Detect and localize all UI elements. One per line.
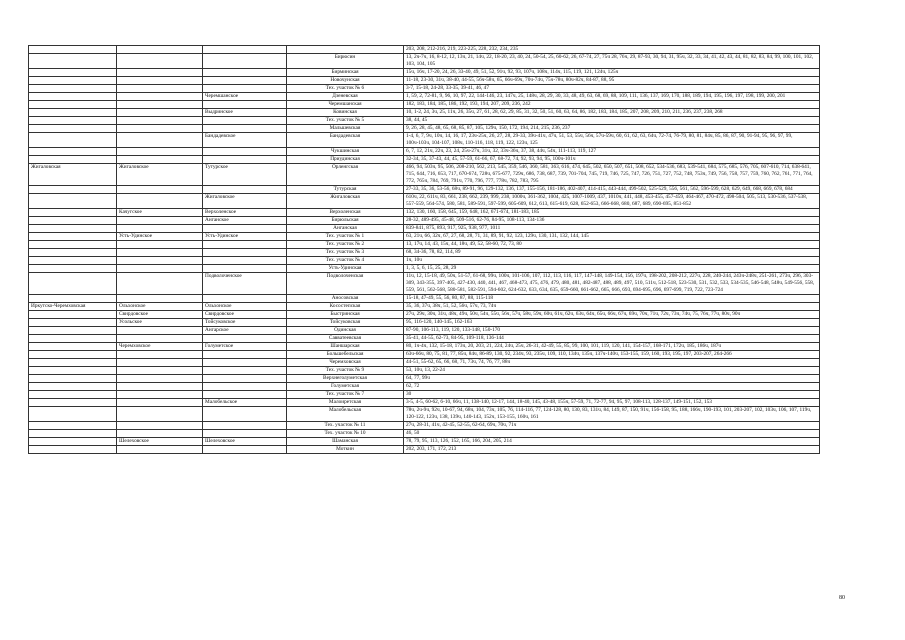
region-cell [29, 257, 117, 265]
forestry-cell [117, 194, 203, 209]
district-forestry-cell [203, 359, 287, 367]
region-cell: Иркутско-Черемховская [29, 303, 117, 311]
forestry-cell [117, 77, 203, 85]
quarters-cell: 132, 130, 160, 158, 645, 159, 648, 162, 671-674, 181-183, 185 [404, 209, 820, 217]
forestry-cell: Жигаловское [117, 164, 203, 186]
quarters-cell: 9, 26, 28, 45, 48, 65, 68, 85, 87, 105, 129ч, 150, 172, 194, 214, 215, 236, 237 [404, 125, 820, 133]
forestry-cell [117, 399, 203, 407]
table-row [29, 93, 820, 101]
quarters-cell: 182, 183, 184, 185, 186, 192, 193, 194, 207, 209, 236, 242 [404, 101, 820, 109]
tract-cell: Верхоленская [287, 209, 404, 217]
forestry-cell [117, 422, 203, 430]
region-cell [29, 101, 117, 109]
tract-cell: Шаманская [287, 438, 404, 446]
quarters-cell: 44-51, 55-62, 65, 66, 68, 71, 73ч, 74, 76, 77, 88ч [404, 359, 820, 367]
forestry-cell [117, 430, 203, 438]
tract-cell: Жигаловская [287, 194, 404, 209]
district-forestry-cell [203, 85, 287, 93]
tract-cell: Малобельская [287, 407, 404, 422]
district-forestry-cell [203, 186, 287, 194]
forestry-cell: Шелеховское [117, 438, 203, 446]
quarters-cell: 27ч, 28-31, 41ч, 42-45, 52-55, 62-64, 69ч, 70ч, 71ч [404, 422, 820, 430]
table-row [29, 194, 820, 209]
forestry-cell [117, 133, 203, 148]
quarters-cell: 466, 94, 503ч, 95, 506, 208-210, 562, 213, 545, 359, 546, 360, 581, 363, 616, 474, 645, 502, 650, 507, 651, 508, 652, 534-536, 683, 539-541, 684, 575, 685, 576, 705, 607-610, 714, 638-641, 715, 644, 716, 653, 717, 670-674, 728ч, 675-677, 729ч, 686, 738, 687, 739, 701-704, 745, 719, 746, 725, 747, 726, 751, 727, 752, 748, 753ч, 749, 756, 758, 757, 759, 760, 762, 761, 771, 764, 772, 765ч, 784, 769, 791ч, 770, 796, 777, 778ч, 782, 783, 795 [404, 164, 820, 186]
quarters-cell: 32-34, 35, 37-43, 44, 45, 57-59, 61-66, 67, 68-72, 74, 92, 93, 94, 95, 100ч-101ч [404, 156, 820, 164]
quarters-cell: 35-41, 44-55, 62-73, 84-95, 109-118, 136-144 [404, 335, 820, 343]
table-row [29, 367, 820, 375]
forestry-cell: Качугское [117, 209, 203, 217]
forestry-cell [117, 391, 203, 399]
quarters-cell: 1ч, 10ч [404, 257, 820, 265]
tract-cell: Бирюльская [287, 217, 404, 225]
region-cell [29, 186, 117, 194]
district-forestry-cell: Тойсуковское [203, 319, 287, 327]
district-forestry-cell: Тутурское [203, 164, 287, 186]
quarters-cell: 1-4, 6, 7, 9ч, 10ч, 14, 16, 17, 23ч-25ч, 26, 27, 28, 29-33, 39ч-41ч, 47ч, 51, 53, 55ч, 56ч, 57ч-59ч, 60, 61, 62, 63, 64ч, 72-74, 76-79, 80, 81, 84ч, 85, 86, 87, 90, 91-94, 95, 96, 97, 99, 100ч-103ч, 104-107, 108ч, 110-116, 118, 119, 122, 123ч, 125 [404, 133, 820, 148]
region-cell [29, 225, 117, 233]
forestry-cell: Усть-Удинское [117, 233, 203, 241]
table-row [29, 241, 820, 249]
tract-cell: Дзеневская [287, 93, 404, 101]
tract-cell: Тех. участок № 11 [287, 422, 404, 430]
region-cell [29, 93, 117, 101]
region-cell [29, 319, 117, 327]
table-row [29, 164, 820, 186]
region-cell [29, 295, 117, 303]
forestry-cell [117, 257, 203, 265]
page-number: 80 [839, 595, 845, 601]
forestry-cell [117, 125, 203, 133]
quarters-cell: 10, 1-2, 24, 3ч, 25, 11ч, 26, 35ч, 27, 61, 28, 62, 29, 85, 31, 32, 50, 51, 60, 63, 64, 86, 182, 183, 184, 185, 207, 208, 209, 210, 211, 236, 237, 238, 268 [404, 109, 820, 117]
table-row [29, 303, 820, 311]
forestry-cell [117, 375, 203, 383]
tract-cell: Тутурская [287, 186, 404, 194]
forestry-cell [117, 109, 203, 117]
region-cell [29, 194, 117, 209]
table-row [29, 186, 820, 194]
tract-cell: Усть-Удинская [287, 265, 404, 273]
table-row [29, 85, 820, 93]
region-cell [29, 430, 117, 438]
quarters-cell: 28-32, 489-495, 45-48, 509-516, 62-76, 84-95, 108-113, 134-136 [404, 217, 820, 225]
tract-cell: Тех. участок № 4 [287, 257, 404, 265]
quarters-cell: 62, 72 [404, 383, 820, 391]
forestry-cell [117, 383, 203, 391]
quarters-cell: 839-841, 875, 893, 917, 925, 938, 977, 1011 [404, 225, 820, 233]
forestry-cell [117, 156, 203, 164]
quarters-cell: 53, 10ч, 13, 22-24 [404, 367, 820, 375]
region-cell [29, 367, 117, 375]
forestry-cell [117, 186, 203, 194]
region-cell [29, 77, 117, 85]
district-forestry-cell [203, 295, 287, 303]
region-cell [29, 407, 117, 422]
quarters-cell: 1, 59, 2, 72-81, 9, 96, 10, 97, 22, 144-146, 23, 147ч, 25, 148ч, 28, 29, 30, 33, 48, 49, 63, 68, 69, 88, 109, 111, 136, 137, 169, 170, 188, 189, 194, 195, 196, 197, 198, 199, 200, 201 [404, 93, 820, 101]
forestry-cell [117, 148, 203, 156]
forestry-cell [117, 446, 203, 454]
region-cell [29, 69, 117, 77]
table-row [29, 430, 820, 438]
tract-cell: Черемшанская [287, 101, 404, 109]
district-forestry-cell [203, 69, 287, 77]
district-forestry-cell [203, 391, 287, 399]
table-row [29, 327, 820, 335]
quarters-cell: 63ч-66ч, 80, 75, 81, 77, 85ч, 84ч, 86-89, 130, 92, 234ч, 93, 235ч, 109, 110, 134ч, 135ч, 137ч-140ч, 153-155, 159, 160, 193, 195, 197, 203-207, 264-266 [404, 351, 820, 359]
district-forestry-cell [203, 54, 287, 69]
tract-cell: Подволоченская [287, 273, 404, 295]
table-row [29, 117, 820, 125]
tract-cell: Анганская [287, 225, 404, 233]
table-row [29, 225, 820, 233]
quarters-cell: 11ч, 12, 15-18, 49, 50ч, 51-57, 61-68, 99ч, 100ч, 101-106, 107, 112, 113, 116, 117, 147-148, 149-154, 156, 197ч, 198-202, 208-212, 227ч, 228, 240-244, 243ч-248ч, 251-261, 273ч, 296, 303-309, 343-355, 397-405, 427-430, 440, 441, 467, 468-473, 475, 476, 479, 480, 481, 482-487, 488, 489, 497, 510, 511ч, 512-518, 523-530, 531, 532, 533, 534-535, 546-548, 548ч, 549-556, 558, 559, 561, 562-568, 580-581, 582-591, 594-602, 624-632, 633, 634, 635, 659-660, 661-662, 665, 666, 693, 694-695, 696, 697-699, 719, 722, 723-724 [404, 273, 820, 295]
region-cell [29, 209, 117, 217]
quarters-cell: 64, 77, 99ч [404, 375, 820, 383]
district-forestry-cell [203, 46, 287, 54]
district-forestry-cell [203, 407, 287, 422]
table-row [29, 133, 820, 148]
region-cell [29, 233, 117, 241]
table-row [29, 77, 820, 85]
table-row [29, 209, 820, 217]
district-forestry-cell [203, 101, 287, 109]
district-forestry-cell [203, 375, 287, 383]
forestry-cell [117, 249, 203, 257]
quarters-cell: 27ч, 29ч, 30ч, 31ч, 48ч, 49ч, 50ч, 54ч, 55ч, 56ч, 57ч, 58ч, 59ч, 60ч, 61ч, 62ч, 63ч, 64ч, 65ч, 66ч, 67ч, 69ч, 70ч, 71ч, 72ч, 73ч, 74ч, 75, 76ч, 77ч, 80ч, 90ч [404, 311, 820, 319]
tract-cell: Верхнеголуметская [287, 375, 404, 383]
quarters-cell: 46, 50 [404, 430, 820, 438]
region-cell [29, 217, 117, 225]
table-row [29, 156, 820, 164]
tract-cell: Косостепская [287, 303, 404, 311]
region-cell [29, 249, 117, 257]
quarters-cell: 3-5, 4-5, 60-62, 6-10, 66ч, 11, 138-140, 12-17, 144, 18-40, 145, 43-48, 155ч, 57-59, 71, 72-77, 94, 95, 97, 108-113, 128-137, 149-151, 152, 153 [404, 399, 820, 407]
quarters-cell: 30 [404, 391, 820, 399]
forestry-cell [117, 359, 203, 367]
region-cell [29, 273, 117, 295]
quarters-cell: 610ч, 22, 611ч, 83, 661, 238, 662, 239, 999, 238, 1000ч, 361-362, 1004, 425, 1007-1009, 437, 1010ч, 441, 448, 453-455, 457-459, 464-467, 470-472, 498-504, 505, 513, 530-536, 537-538, 557-559, 564-574, 580, 581, 589-591, 597-599, 605-609, 612, 613, 615-619, 628, 652-653, 666-668, 680, 687, 689, 690-695, 851-852 [404, 194, 820, 209]
district-forestry-cell: Свирдовское [203, 311, 287, 319]
tract-cell: Тех. участок № 7 [287, 391, 404, 399]
quarters-cell: 38, 44, 45 [404, 117, 820, 125]
region-cell [29, 422, 117, 430]
region-cell [29, 311, 117, 319]
quarters-cell: 13, 17ч, 14, 43, 15ч, 44, 18ч, 49, 52, 58-60, 72, 73, 80 [404, 241, 820, 249]
tract-cell [287, 46, 404, 54]
table-row [29, 335, 820, 343]
region-cell [29, 359, 117, 367]
quarters-cell: 13, 2ч-7ч, 16, 8-12, 12, 13ч, 21, 14ч, 22, 18-20, 23, 40, 24, 50-54, 25, 60-62, 26, 67-74, 27, 75ч 28, 76ч, 29, 87-93, 30, 94, 31, 95ч, 32, 33, 34, 41, 42, 43, 44, 81, 82, 83, 84, 99, 100, 101, 102, 103, 104, 105 [404, 54, 820, 69]
forestry-cell [117, 85, 203, 93]
quarters-cell: 3-7, 15-18, 24-28, 33-35, 39-41, 46, 47 [404, 85, 820, 93]
region-cell [29, 438, 117, 446]
table-row [29, 249, 820, 257]
district-forestry-cell: Усть-Удинское [203, 233, 287, 241]
district-forestry-cell: Подволоченское [203, 273, 287, 295]
tract-cell: Новочунская [287, 77, 404, 85]
tract-cell: Тех. участок № 6 [287, 85, 404, 93]
quarters-cell: 1, 3, 5, 6, 15, 25, 28, 29 [404, 265, 820, 273]
table-row [29, 383, 820, 391]
forestry-table [28, 45, 819, 454]
district-forestry-cell: Верхоленское [203, 209, 287, 217]
district-forestry-cell: Шелеховское [203, 438, 287, 446]
district-forestry-cell: Анганское [203, 217, 287, 225]
region-cell [29, 46, 117, 54]
tract-cell: Тех. участок № 10 [287, 430, 404, 438]
tract-cell: Бирюсин [287, 54, 404, 69]
region-cell [29, 375, 117, 383]
table-row [29, 319, 820, 327]
forestry-cell [117, 265, 203, 273]
district-forestry-cell [203, 383, 287, 391]
tract-cell: Бирминская [287, 69, 404, 77]
tract-cell: Быстринская [287, 311, 404, 319]
forestry-cell [117, 101, 203, 109]
region-cell [29, 109, 117, 117]
table-row [29, 311, 820, 319]
district-forestry-cell: Бандадевское [203, 133, 287, 148]
forestry-cell [117, 241, 203, 249]
region-cell [29, 156, 117, 164]
region-cell [29, 148, 117, 156]
quarters-cell: 6, 7, 12, 21ч, 22ч, 23, 24, 25ч-27ч, 31ч, 32, 33ч-36ч, 37, 38, 44ч, 54ч, 111-113, 119, 127 [404, 148, 820, 156]
forestry-cell [117, 367, 203, 375]
tract-cell: Черемховская [287, 359, 404, 367]
region-cell [29, 446, 117, 454]
district-forestry-cell: Жигаловское [203, 194, 287, 209]
quarters-cell: 87-90, 106-113, 119, 120, 133-148, 150-170 [404, 327, 820, 335]
table-row [29, 343, 820, 351]
table-row [29, 265, 820, 273]
region-cell [29, 265, 117, 273]
tract-cell: Орленгская [287, 164, 404, 186]
forestry-cell [117, 46, 203, 54]
table-row [29, 101, 820, 109]
quarters-cell: 78, 79, 95, 113, 126, 152, 165, 166, 204, 205, 214 [404, 438, 820, 446]
tract-cell: Одинская [287, 327, 404, 335]
forestry-cell: Усольское [117, 319, 203, 327]
table-row [29, 446, 820, 454]
quarters-cell: 35, 36, 37ч, 38ч, 51, 52, 56ч, 57ч, 73, 74ч [404, 303, 820, 311]
district-forestry-cell [203, 446, 287, 454]
region-cell [29, 391, 117, 399]
district-forestry-cell [203, 156, 287, 164]
table-row [29, 109, 820, 117]
tract-cell: Голуметская [287, 383, 404, 391]
table-row [29, 438, 820, 446]
tract-cell: Большебельская [287, 351, 404, 359]
quarters-cell: 63, 21ч, 66, 32ч, 67, 27, 68, 28, 71, 31, 89, 91, 92, 123, 129ч, 130, 131, 132, 144, 145 [404, 233, 820, 241]
forestry-cell: Черемховское [117, 343, 203, 351]
district-forestry-cell: Малобельское [203, 399, 287, 407]
district-forestry-cell: Выдринское [203, 109, 287, 117]
region-cell [29, 117, 117, 125]
tract-cell: Тех. участок № 1 [287, 233, 404, 241]
tract-cell: Тех. участок № 5 [287, 117, 404, 125]
table-row [29, 399, 820, 407]
forestry-cell [117, 295, 203, 303]
forestry-cell [117, 407, 203, 422]
table-row [29, 407, 820, 422]
region-cell [29, 335, 117, 343]
forestry-cell [117, 93, 203, 101]
district-forestry-cell [203, 77, 287, 85]
forestry-cell [117, 69, 203, 77]
table-row [29, 148, 820, 156]
forestry-cell [117, 327, 203, 335]
table-row [29, 359, 820, 367]
region-cell [29, 133, 117, 148]
table-row [29, 273, 820, 295]
table-row [29, 125, 820, 133]
region-cell [29, 327, 117, 335]
region-cell [29, 125, 117, 133]
region-cell [29, 383, 117, 391]
forestry-cell [117, 225, 203, 233]
district-forestry-cell [203, 125, 287, 133]
tract-cell: Тех. участок № 3 [287, 249, 404, 257]
table-row [29, 257, 820, 265]
district-forestry-cell [203, 422, 287, 430]
district-forestry-cell [203, 241, 287, 249]
table-row [29, 422, 820, 430]
quarters-cell: 80, 1ч-4ч, 132, 15-18, 173ч, 20, 203, 21, 224, 24ч, 25ч, 26-31, 42-49, 55, 85, 99, 100, 101, 119, 120, 141, 154-157, 168-171, 172ч, 185, 186ч, 187ч [404, 343, 820, 351]
quarters-cell: 27-33, 35, 36, 53-56, 68ч, 89-91, 96, 129-132, 136, 137, 155-156, 181-186, 402-407, 414-415, 443-444, 499-502, 525-529, 556, 561, 562, 596-599, 628, 629, 649, 668, 669, 678, 684 [404, 186, 820, 194]
tract-cell: Бандадевская [287, 133, 404, 148]
tract-cell: Моткин [287, 446, 404, 454]
district-forestry-cell [203, 249, 287, 257]
district-forestry-cell [203, 351, 287, 359]
tract-cell: Тех. участок № 2 [287, 241, 404, 249]
region-cell [29, 399, 117, 407]
quarters-cell: 202, 203, 171, 172, 213 [404, 446, 820, 454]
quarters-cell: 15ч, 16ч, 17-20, 24, 26, 33-40, 49, 51, 52, 91ч, 92, 93, 107ч, 108ч, 114ч, 115, 119, 121, 124ч, 125ч [404, 69, 820, 77]
tract-cell: Тех. участок № 9 [287, 367, 404, 375]
forestry-cell [117, 273, 203, 295]
district-forestry-cell [203, 257, 287, 265]
district-forestry-cell: Голуметское [203, 343, 287, 351]
table-row [29, 295, 820, 303]
district-forestry-cell [203, 117, 287, 125]
quarters-cell: 203, 208, 212-216, 219, 223-225, 228, 232, 234, 235 [404, 46, 820, 54]
table-row [29, 69, 820, 77]
table-row [29, 375, 820, 383]
quarters-cell: 78ч, 2ч-9ч, 92ч, 10-67, 94, 68ч, 104, 73ч, 105, 76, 114-116, 77, 124-128, 80, 130, 83, 131ч, 84, 149, 87, 150, 91ч, 156-158, 95, 188, 166ч, 190-193, 101, 203-207, 102, 103ч, 106, 107, 119ч, 120-122, 123ч, 138, 139ч, 140-143, 152ч, 153-155, 160ч, 161 [404, 407, 820, 422]
forestry-cell [117, 217, 203, 225]
region-cell [29, 85, 117, 93]
table-row [29, 233, 820, 241]
table-row [29, 46, 820, 54]
tract-cell: Малоиретская [287, 399, 404, 407]
tract-cell: Приудинская [287, 156, 404, 164]
district-forestry-cell: Ольхонское [203, 303, 287, 311]
district-forestry-cell [203, 225, 287, 233]
table-row [29, 351, 820, 359]
district-forestry-cell [203, 148, 287, 156]
tract-cell: Чукшинская [287, 148, 404, 156]
district-forestry-cell: Черемшанское [203, 93, 287, 101]
tract-cell: Шаншарская [287, 343, 404, 351]
region-cell [29, 343, 117, 351]
region-cell: Жигаловская [29, 164, 117, 186]
quarters-cell: 95, 116-120, 140-145, 162-163 [404, 319, 820, 327]
table-row [29, 391, 820, 399]
forestry-cell [117, 117, 203, 125]
quarters-cell: 15-18, 47-49, 55, 56, 80, 87, 88, 115-118 [404, 295, 820, 303]
tract-cell: Тойсуковская [287, 319, 404, 327]
quarters-cell: 11-18, 23-30, 31ч, 38-40, 44-55, 56ч-58ч, 65, 66ч-69ч, 70ч-74ч, 75ч-78ч, 80ч-82ч, 84-87, 88, 95 [404, 77, 820, 85]
district-forestry-cell [203, 367, 287, 375]
table-row [29, 217, 820, 225]
forestry-cell [117, 54, 203, 69]
table-body [29, 46, 820, 454]
tract-cell: Ковинская [287, 109, 404, 117]
district-forestry-cell: Ангарское [203, 327, 287, 335]
tract-cell: Савватеевская [287, 335, 404, 343]
quarters-cell: 68, 34-36, 78, 82, 114, 89 [404, 249, 820, 257]
district-forestry-cell [203, 430, 287, 438]
district-forestry-cell [203, 265, 287, 273]
tract-cell: Аносовская [287, 295, 404, 303]
forestry-cell: Ольхонское [117, 303, 203, 311]
table-row [29, 54, 820, 69]
tract-cell: Мальшевская [287, 125, 404, 133]
region-cell [29, 54, 117, 69]
forestry-cell [117, 351, 203, 359]
district-forestry-cell [203, 335, 287, 343]
region-cell [29, 241, 117, 249]
region-cell [29, 351, 117, 359]
forestry-cell [117, 335, 203, 343]
forestry-cell: Свирдовское [117, 311, 203, 319]
